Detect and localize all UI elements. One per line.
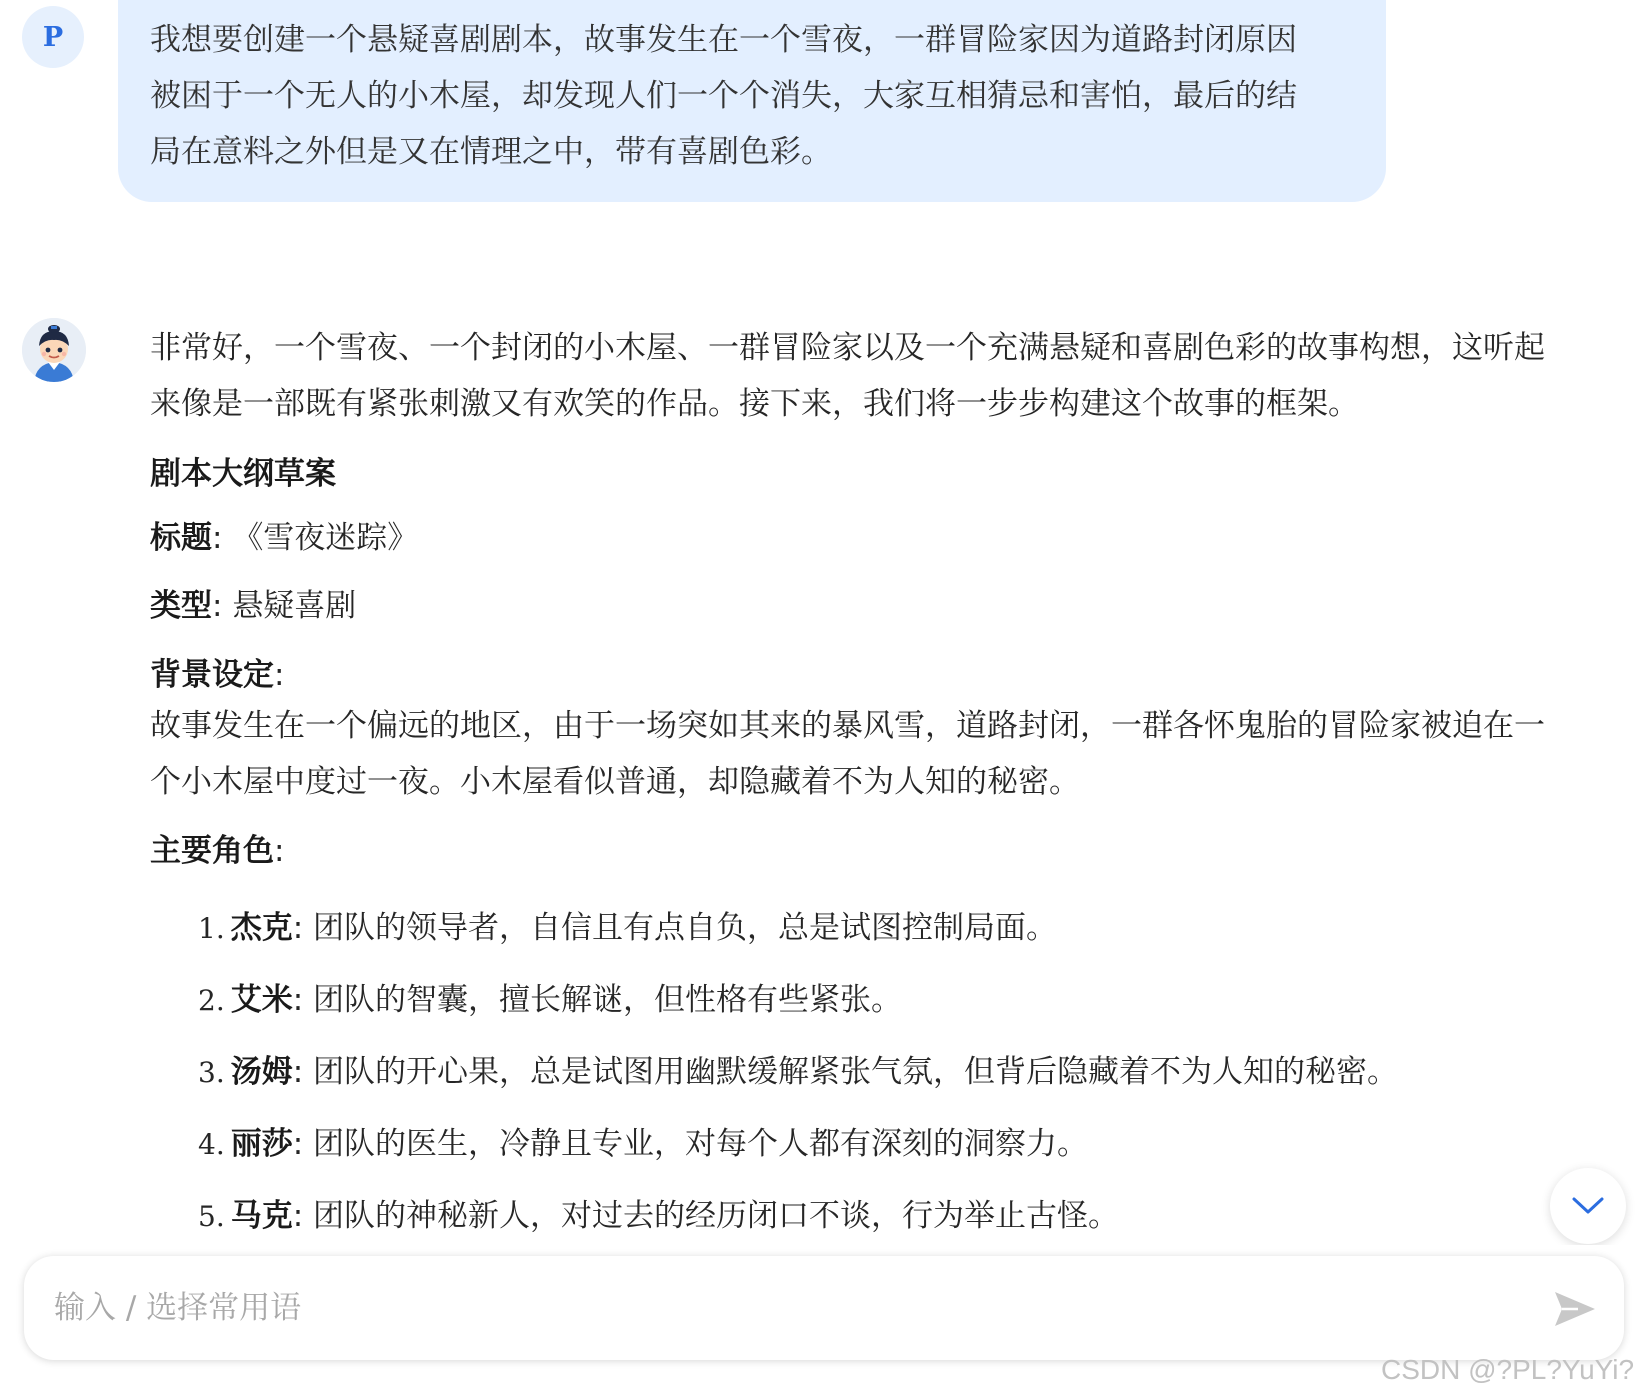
scroll-to-bottom-button[interactable] bbox=[1550, 1168, 1626, 1244]
character-desc: 团队的智囊，擅长解谜，但性格有些紧张。 bbox=[313, 982, 903, 1018]
character-number: 5. bbox=[198, 1200, 225, 1233]
character-colon: : bbox=[292, 1126, 304, 1162]
title-colon: : bbox=[212, 520, 223, 556]
character-desc: 团队的医生，冷静且专业，对每个人都有深刻的洞察力。 bbox=[313, 1126, 1089, 1162]
character-colon: : bbox=[292, 910, 304, 946]
genre-value: 悬疑喜剧 bbox=[232, 588, 357, 624]
genre-colon: : bbox=[212, 588, 223, 624]
chat-input[interactable] bbox=[54, 1280, 1494, 1336]
character-colon: : bbox=[292, 1054, 304, 1090]
characters-colon: : bbox=[274, 833, 285, 869]
assistant-intro-line: 非常好，一个雪夜、一个封闭的小木屋、一群冒险家以及一个充满悬疑和喜剧色彩的故事构想，这听起 bbox=[150, 330, 1545, 366]
character-desc: 团队的领导者，自信且有点自负，总是试图控制局面。 bbox=[313, 910, 1058, 946]
user-avatar bbox=[22, 6, 84, 68]
character-item bbox=[198, 1116, 1398, 1188]
background-text bbox=[150, 698, 1545, 810]
user-message-line: 我想要创建一个悬疑喜剧剧本，故事发生在一个雪夜，一群冒险家因为道路封闭原因 bbox=[150, 22, 1297, 58]
assistant-intro bbox=[150, 320, 1600, 432]
user-avatar-letter: P bbox=[42, 21, 64, 53]
send-icon bbox=[1552, 1289, 1598, 1329]
send-button[interactable] bbox=[1550, 1286, 1600, 1332]
background-line: 故事发生在一个偏远的地区，由于一场突如其来的暴风雪，道路封闭，一群各怀鬼胎的冒险家被迫在一 bbox=[150, 708, 1545, 744]
character-name: 马克 bbox=[230, 1198, 293, 1234]
character-desc: 团队的神秘新人，对过去的经历闭口不谈，行为举止古怪。 bbox=[313, 1198, 1120, 1234]
chevron-down-icon bbox=[1571, 1196, 1605, 1216]
cartoon-boy-icon bbox=[22, 318, 86, 382]
character-list bbox=[198, 900, 1398, 1260]
outline-heading: 剧本大纲草案 bbox=[150, 456, 336, 492]
characters-heading bbox=[150, 823, 284, 879]
assistant-intro-line: 来像是一部既有紧张刺激又有欢笑的作品。接下来，我们将一步步构建这个故事的框架。 bbox=[150, 386, 1359, 422]
assistant-avatar bbox=[22, 318, 86, 382]
character-number: 4. bbox=[198, 1128, 225, 1161]
user-message-line: 被困于一个无人的小木屋，却发现人们一个个消失，大家互相猜忌和害怕，最后的结 bbox=[150, 78, 1297, 114]
character-desc: 团队的开心果，总是试图用幽默缓解紧张气氛，但背后隐藏着不为人知的秘密。 bbox=[313, 1054, 1399, 1090]
title-label: 标题 bbox=[150, 520, 212, 556]
genre-row bbox=[150, 578, 356, 634]
genre-label: 类型 bbox=[150, 588, 212, 624]
character-item bbox=[198, 900, 1398, 972]
character-name: 丽莎 bbox=[230, 1126, 293, 1162]
character-name: 汤姆 bbox=[230, 1054, 293, 1090]
title-value: 《雪夜迷踪》 bbox=[232, 520, 419, 556]
character-number: 2. bbox=[198, 984, 225, 1017]
background-colon: : bbox=[274, 657, 285, 693]
character-colon: : bbox=[292, 982, 304, 1018]
user-message-line: 局在意料之外但是又在情理之中，带有喜剧色彩。 bbox=[150, 134, 832, 170]
character-item bbox=[198, 972, 1398, 1044]
character-item bbox=[198, 1044, 1398, 1116]
background-heading bbox=[150, 647, 284, 703]
watermark: CSDN @?PL?YuYi? bbox=[1381, 1354, 1635, 1385]
title-row bbox=[150, 510, 418, 566]
chat-input-box[interactable] bbox=[24, 1256, 1624, 1360]
character-number: 3. bbox=[198, 1056, 225, 1089]
character-number: 1. bbox=[198, 912, 225, 945]
background-line: 个小木屋中度过一夜。小木屋看似普通，却隐藏着不为人知的秘密。 bbox=[150, 764, 1080, 800]
character-colon: : bbox=[292, 1198, 304, 1234]
character-name: 杰克 bbox=[230, 910, 293, 946]
characters-label: 主要角色 bbox=[150, 833, 274, 869]
character-name: 艾米 bbox=[230, 982, 293, 1018]
assistant-message bbox=[150, 320, 1600, 1234]
user-message-bubble bbox=[118, 0, 1386, 202]
background-label: 背景设定 bbox=[150, 657, 274, 693]
